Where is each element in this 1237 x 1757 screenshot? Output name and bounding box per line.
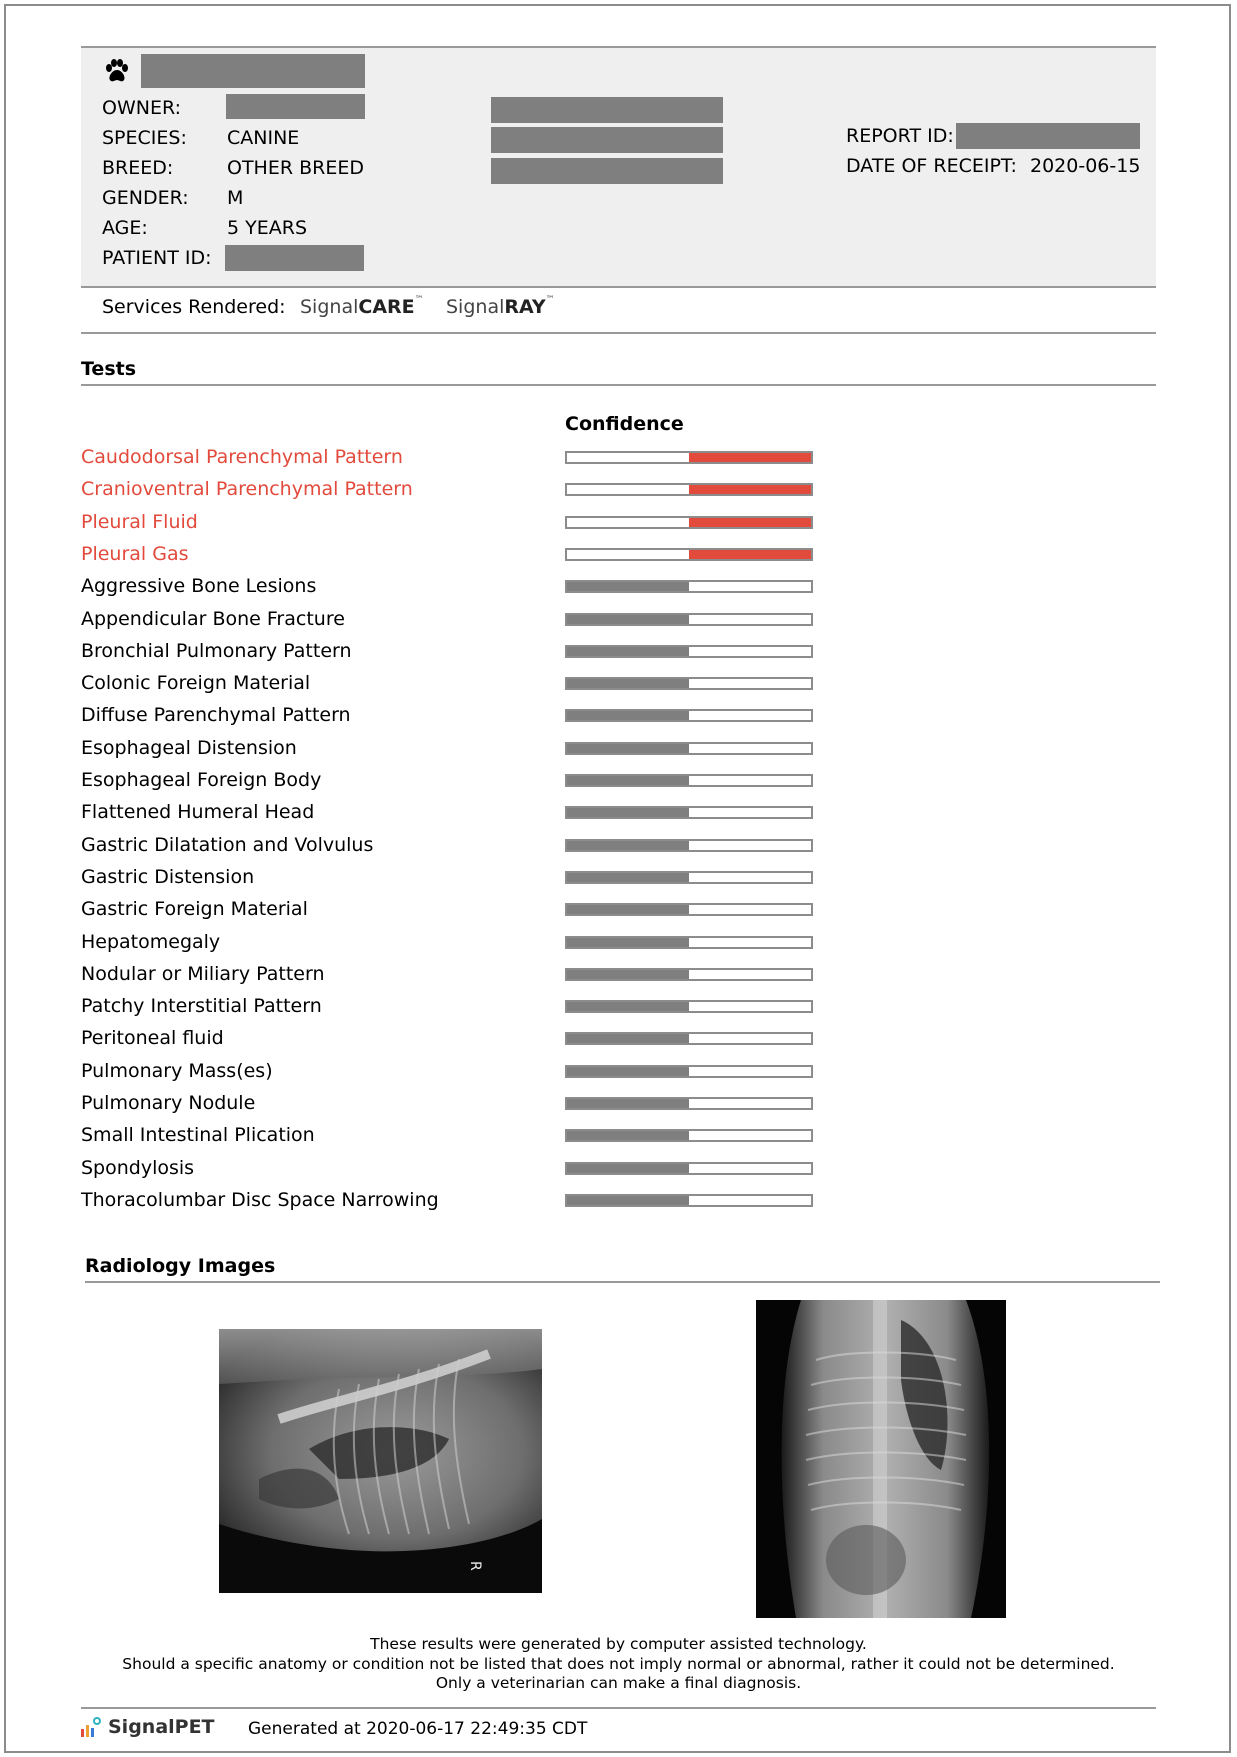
confidence-fill xyxy=(567,1164,689,1173)
signalray-prefix: Signal xyxy=(446,296,505,318)
confidence-fill xyxy=(567,873,689,882)
confidence-fill xyxy=(567,938,689,947)
confidence-bar xyxy=(565,968,813,981)
confidence-fill xyxy=(567,1131,689,1140)
test-name: Appendicular Bone Fracture xyxy=(81,608,345,630)
confidence-fill xyxy=(567,808,689,817)
confidence-fill xyxy=(567,970,689,979)
test-name: Spondylosis xyxy=(81,1157,195,1179)
confidence-bar xyxy=(565,709,813,722)
confidence-fill xyxy=(567,1034,689,1043)
age-value: 5 YEARS xyxy=(227,217,307,239)
test-name: Nodular or Miliary Pattern xyxy=(81,963,325,985)
disclaimer-line-1: These results were generated by computer assisted technology. xyxy=(370,1635,867,1653)
breed-value: OTHER BREED xyxy=(227,157,364,179)
confidence-bar xyxy=(565,645,813,658)
test-name: Esophageal Distension xyxy=(81,737,297,759)
test-name: Pulmonary Mass(es) xyxy=(81,1060,273,1082)
test-name: Pleural Gas xyxy=(81,543,189,565)
services-label: Services Rendered: xyxy=(102,296,286,318)
gender-value: M xyxy=(227,187,244,209)
signalray-tm: ™ xyxy=(545,294,555,305)
signalcare-bold: CARE xyxy=(358,296,415,318)
confidence-bar xyxy=(565,1000,813,1013)
signalcare-service xyxy=(300,296,424,318)
test-name: Gastric Dilatation and Volvulus xyxy=(81,834,374,856)
lateral-radiograph[interactable] xyxy=(219,1329,542,1593)
confidence-fill xyxy=(567,679,689,688)
test-name: Esophageal Foreign Body xyxy=(81,769,322,791)
confidence-bar xyxy=(565,839,813,852)
confidence-bar xyxy=(565,1032,813,1045)
confidence-bar xyxy=(565,677,813,690)
test-name: Diffuse Parenchymal Pattern xyxy=(81,704,351,726)
test-name: Thoracolumbar Disc Space Narrowing xyxy=(81,1189,439,1211)
test-name: Patchy Interstitial Pattern xyxy=(81,995,322,1017)
confidence-fill xyxy=(567,615,689,624)
confidence-bar xyxy=(565,1065,813,1078)
test-name: Pulmonary Nodule xyxy=(81,1092,256,1114)
vd-radiograph-graphic xyxy=(756,1300,1006,1618)
lateral-marker: R xyxy=(467,1561,483,1571)
confidence-bar xyxy=(565,774,813,787)
radiology-divider xyxy=(85,1281,1160,1283)
confidence-fill xyxy=(567,905,689,914)
signalpet-logo xyxy=(80,1716,215,1738)
clinic-line-3-redacted xyxy=(491,158,723,184)
confidence-fill xyxy=(689,518,811,527)
patient-id-redacted xyxy=(225,245,364,271)
confidence-fill xyxy=(689,485,811,494)
signalpet-logo-icon xyxy=(80,1716,102,1738)
test-name: Flattened Humeral Head xyxy=(81,801,315,823)
test-name: Gastric Foreign Material xyxy=(81,898,308,920)
confidence-fill xyxy=(689,453,811,462)
confidence-bar xyxy=(565,451,813,464)
test-name: Aggressive Bone Lesions xyxy=(81,575,317,597)
lateral-radiograph-graphic xyxy=(219,1329,542,1593)
confidence-bar xyxy=(565,1162,813,1175)
confidence-bar xyxy=(565,936,813,949)
confidence-fill xyxy=(689,550,811,559)
confidence-bar xyxy=(565,516,813,529)
test-name: Pleural Fluid xyxy=(81,511,198,533)
species-value: CANINE xyxy=(227,127,300,149)
signalray-service xyxy=(446,296,555,318)
confidence-bar xyxy=(565,548,813,561)
signalcare-tm: ™ xyxy=(414,294,424,305)
date-of-receipt-value: 2020-06-15 xyxy=(1030,155,1141,177)
date-of-receipt-label: DATE OF RECEIPT: xyxy=(846,155,1017,177)
confidence-fill xyxy=(567,744,689,753)
patient-name-redacted xyxy=(141,54,365,88)
tests-title: Tests xyxy=(81,358,137,380)
disclaimer-line-3: Only a veterinarian can make a final diagnosis. xyxy=(435,1674,802,1692)
signalpet-brand: SignalPET xyxy=(108,1716,215,1738)
confidence-fill xyxy=(567,841,689,850)
generated-timestamp: Generated at 2020-06-17 22:49:35 CDT xyxy=(248,1719,588,1739)
confidence-fill xyxy=(567,776,689,785)
confidence-bar xyxy=(565,613,813,626)
species-label: SPECIES: xyxy=(102,127,187,149)
patient-id-label: PATIENT ID: xyxy=(102,247,212,269)
footer-divider xyxy=(81,1707,1156,1709)
confidence-bar xyxy=(565,806,813,819)
test-name: Bronchial Pulmonary Pattern xyxy=(81,640,352,662)
clinic-line-2-redacted xyxy=(491,127,723,153)
report-id-label: REPORT ID: xyxy=(846,125,954,147)
signalcare-prefix: Signal xyxy=(300,296,359,318)
confidence-bar xyxy=(565,483,813,496)
confidence-bar xyxy=(565,742,813,755)
confidence-bar xyxy=(565,1194,813,1207)
confidence-fill xyxy=(567,711,689,720)
confidence-fill xyxy=(567,1067,689,1076)
disclaimer-line-2: Should a specific anatomy or condition not be listed that does not imply normal or abnormal, rather it could not be determined. xyxy=(122,1654,1115,1673)
test-name: Caudodorsal Parenchymal Pattern xyxy=(81,446,403,468)
breed-label: BREED: xyxy=(102,157,174,179)
owner-redacted xyxy=(226,94,365,119)
test-name: Hepatomegaly xyxy=(81,931,221,953)
vd-radiograph[interactable] xyxy=(756,1300,1006,1618)
owner-label: OWNER: xyxy=(102,97,181,119)
confidence-bar xyxy=(565,1129,813,1142)
confidence-fill xyxy=(567,1196,689,1205)
radiology-title: Radiology Images xyxy=(85,1255,276,1277)
test-name: Cranioventral Parenchymal Pattern xyxy=(81,478,413,500)
test-name: Gastric Distension xyxy=(81,866,255,888)
tests-divider xyxy=(81,384,1156,386)
signalray-bold: RAY xyxy=(504,296,546,318)
services-divider xyxy=(81,332,1156,334)
confidence-fill xyxy=(567,1002,689,1011)
test-name: Peritoneal fluid xyxy=(81,1027,224,1049)
confidence-fill xyxy=(567,582,689,591)
confidence-header: Confidence xyxy=(565,413,684,435)
confidence-bar xyxy=(565,580,813,593)
confidence-fill xyxy=(567,647,689,656)
clinic-line-1-redacted xyxy=(491,97,723,123)
disclaimer xyxy=(0,1635,1237,1694)
confidence-bar xyxy=(565,871,813,884)
confidence-bar xyxy=(565,903,813,916)
test-name: Small Intestinal Plication xyxy=(81,1124,315,1146)
test-name: Colonic Foreign Material xyxy=(81,672,311,694)
confidence-fill xyxy=(567,1099,689,1108)
paw-icon xyxy=(103,58,131,86)
gender-label: GENDER: xyxy=(102,187,189,209)
report-id-redacted xyxy=(956,123,1140,149)
age-label: AGE: xyxy=(102,217,148,239)
confidence-bar xyxy=(565,1097,813,1110)
